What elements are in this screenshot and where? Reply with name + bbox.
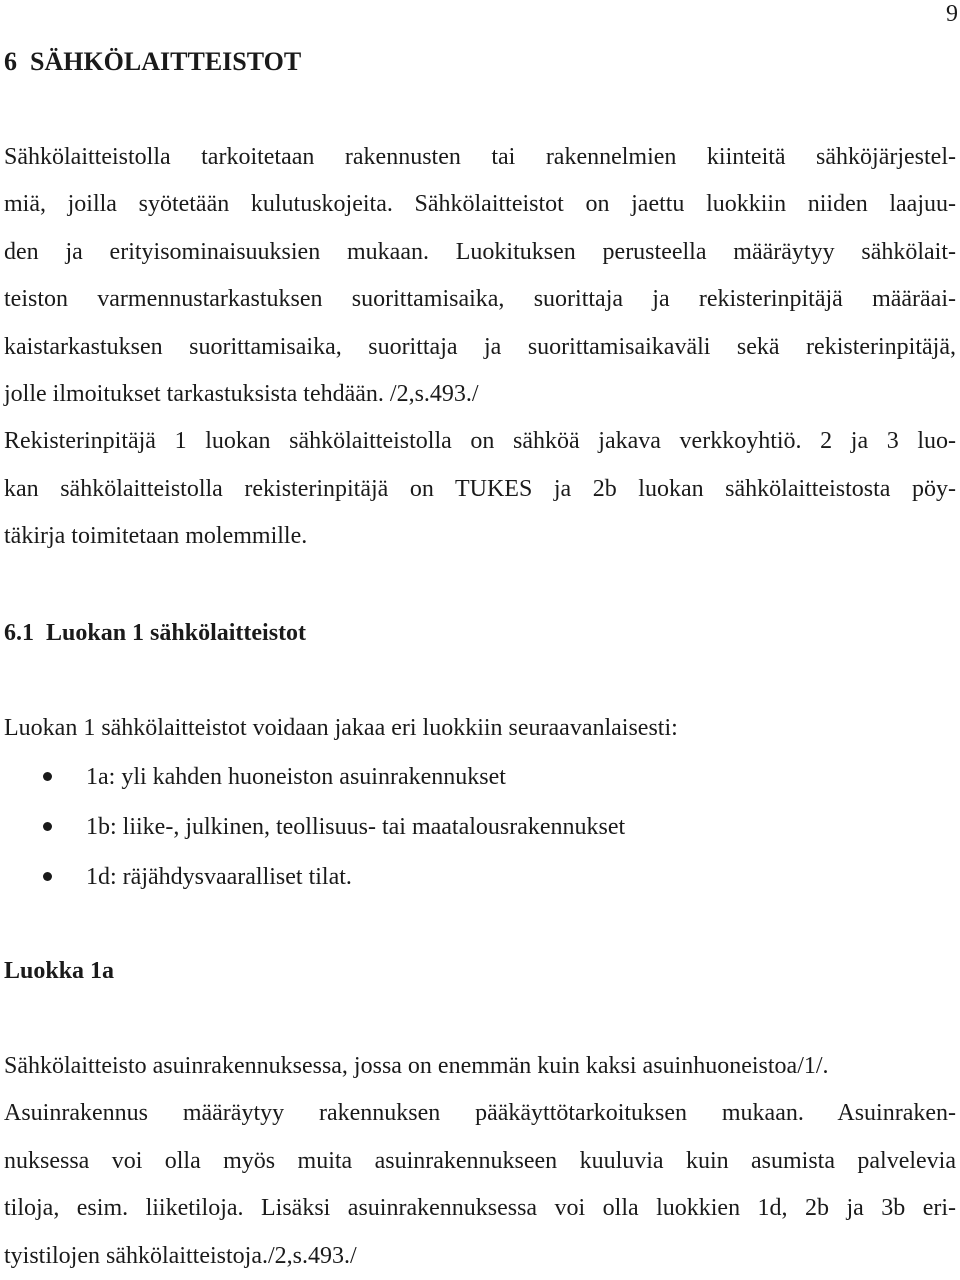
subsection-heading: 6.1 Luokan 1 sähkölaitteistot (4, 620, 307, 646)
bullet-icon (43, 772, 52, 781)
bullet-icon (43, 822, 52, 831)
text-line: nuksessa voi olla myös muita asuinrakennukseen kuuluvia kuin asumista palvelevia (4, 1147, 956, 1174)
section-heading: 6 SÄHKÖLAITTEISTOT (4, 47, 302, 76)
list-item (0, 852, 900, 902)
paragraph-class-1a (4, 1043, 956, 1280)
text-line: den ja erityisominaisuuksien mukaan. Luokituksen perusteella määräytyy sähkölait- (4, 238, 956, 265)
page-number: 9 (946, 1, 958, 27)
list-item-text: 1b: liike-, julkinen, teollisuus- tai maatalousrakennukset (86, 814, 626, 840)
list-item (0, 802, 900, 852)
text-line: täkirja toimitetaan molemmille. (4, 523, 308, 550)
class-heading: Luokka 1a (4, 958, 115, 984)
text-line: kan sähkölaitteistolla rekisterinpitäjä on TUKES ja 2b luokan sähkölaitteistosta pöy- (4, 475, 956, 502)
list-item (0, 752, 900, 802)
paragraph-definition (4, 134, 956, 561)
text-line: Asuinrakennus määräytyy rakennuksen pääkäyttötarkoituksen mukaan. Asuinraken- (4, 1100, 956, 1127)
text-line: miä, joilla syötetään kulutuskojeita. Sähkölaitteistot on jaettu luokkiin niiden laajuu- (4, 191, 956, 218)
text-line: jolle ilmoitukset tarkastuksista tehdään. /2,s.493./ (4, 380, 479, 407)
text-line: Luokan 1 sähkölaitteistot voidaan jakaa eri luokkiin seuraavanlaisesti: (4, 715, 678, 741)
text-line: kaistarkastuksen suorittamisaika, suorittaja ja suorittamisaikaväli sekä rekisterinpitäjä, (4, 333, 956, 360)
text-line: Sähkölaitteisto asuinrakennuksessa, jossa on enemmän kuin kaksi asuinhuoneistoa/1/. (4, 1053, 829, 1079)
text-line: tyistilojen sähkölaitteistoja./2,s.493./ (4, 1242, 357, 1269)
text-line: teiston varmennustarkastuksen suorittamisaika, suorittaja ja rekisterinpitäjä määräai- (4, 286, 956, 313)
text-line: tiloja, esim. liiketiloja. Lisäksi asuinrakennuksessa voi olla luokkien 1d, 2b ja 3b eri- (4, 1195, 956, 1222)
intro-text (4, 705, 956, 752)
list-item-text: 1d: räjähdysvaaralliset tilat. (86, 864, 352, 890)
text-line: Rekisterinpitäjä 1 luokan sähkölaitteistolla on sähköä jakava verkkoyhtiö. 2 ja 3 luo- (4, 428, 956, 455)
text-line: Sähkölaitteistolla tarkoitetaan rakennusten tai rakennelmien kiinteitä sähköjärjestel- (4, 144, 956, 170)
class-list (0, 752, 900, 902)
list-item-text: 1a: yli kahden huoneiston asuinrakennukset (86, 764, 506, 790)
bullet-icon (43, 872, 52, 881)
